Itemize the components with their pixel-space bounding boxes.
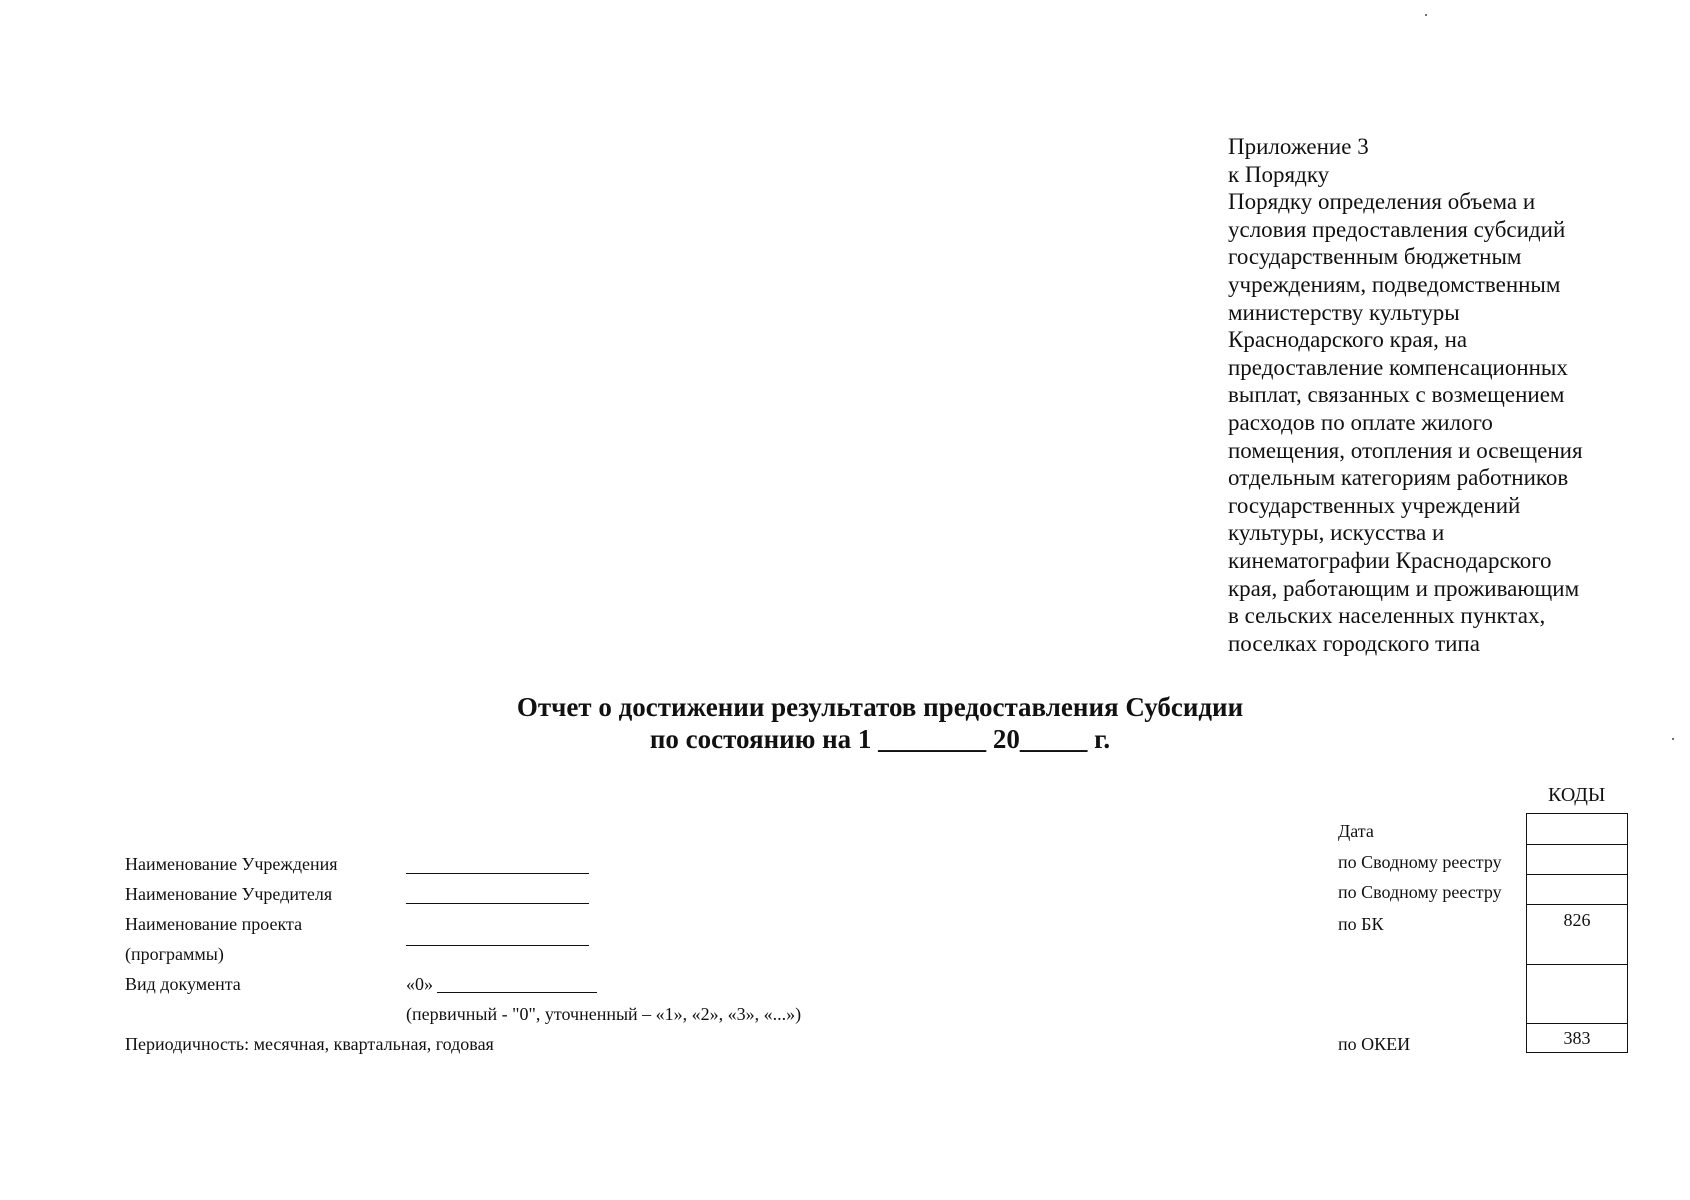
- code-cell-bk[interactable]: 826: [1527, 905, 1627, 965]
- appendix-line: Краснодарского края, на: [1228, 327, 1468, 353]
- codes-header: КОДЫ: [1548, 784, 1606, 806]
- appendix-line: к Порядку: [1228, 161, 1330, 187]
- appendix-line: культуры, искусства и: [1228, 520, 1445, 546]
- appendix-line: государственных учреждений: [1228, 492, 1521, 518]
- appendix-line: Порядку определения объема и: [1228, 189, 1536, 215]
- report-title: Отчет о достижении результатов предоставления Субсидии: [516, 692, 1244, 722]
- project-label: Наименование проекта: [125, 914, 303, 934]
- doc-type-field[interactable]: [437, 992, 597, 993]
- appendix-line: края, работающим и проживающим: [1228, 575, 1580, 601]
- appendix-line: поселках городского типа: [1228, 630, 1480, 656]
- code-cell-okei[interactable]: 383: [1563, 1028, 1591, 1048]
- scan-speck: [1672, 738, 1674, 740]
- institution-label: Наименование Учреждения: [125, 854, 338, 874]
- appendix-line: отдельным категориям работников: [1228, 465, 1569, 491]
- code-cell-registry-1[interactable]: [1527, 845, 1627, 875]
- date-label: Дата: [1338, 821, 1374, 841]
- appendix-line: учреждениям, подведомственным: [1228, 271, 1561, 297]
- founder-label: Наименование Учредителя: [125, 884, 333, 904]
- okei-label: по ОКЕИ: [1338, 1034, 1411, 1054]
- appendix-line: Приложение 3: [1228, 134, 1369, 159]
- doc-type-hint: (первичный - "0", уточненный – «1», «2», «3», «...»): [406, 1004, 802, 1024]
- appendix-line: условия предоставления субсидий: [1228, 216, 1566, 242]
- codes-table: [1526, 813, 1628, 1053]
- appendix-line: предоставление компенсационных: [1228, 354, 1568, 380]
- doc-type-label: Вид документа: [125, 974, 241, 994]
- appendix-block: [1228, 133, 1628, 657]
- scan-speck: [1425, 14, 1427, 16]
- code-cell-blank[interactable]: [1527, 965, 1627, 1024]
- appendix-line: расходов по оплате жилого: [1228, 409, 1493, 435]
- registry-label-1: по Сводному реестру: [1338, 852, 1502, 872]
- bk-label: по БК: [1338, 914, 1384, 934]
- periodicity-label: Периодичность: месячная, квартальная, годовая: [125, 1034, 494, 1054]
- appendix-line: выплат, связанных с возмещением: [1228, 382, 1565, 408]
- appendix-line: в сельских населенных пунктах,: [1228, 603, 1546, 629]
- appendix-line: помещения, отопления и освещения: [1228, 437, 1583, 463]
- appendix-line: кинематографии Краснодарского: [1228, 547, 1552, 573]
- project-field[interactable]: [406, 945, 589, 946]
- founder-field[interactable]: [406, 903, 589, 904]
- doc-type-value: «0»: [406, 974, 433, 994]
- code-cell-date[interactable]: [1527, 814, 1627, 845]
- appendix-line: министерству культуры: [1228, 299, 1460, 325]
- institution-field[interactable]: [406, 873, 589, 874]
- report-date-line: по состоянию на 1 ________ 20_____ г.: [649, 724, 1111, 754]
- registry-label-2: по Сводному реестру: [1338, 882, 1502, 902]
- code-cell-registry-2[interactable]: [1527, 875, 1627, 905]
- program-label: (программы): [125, 944, 224, 964]
- appendix-line: государственным бюджетным: [1228, 244, 1522, 270]
